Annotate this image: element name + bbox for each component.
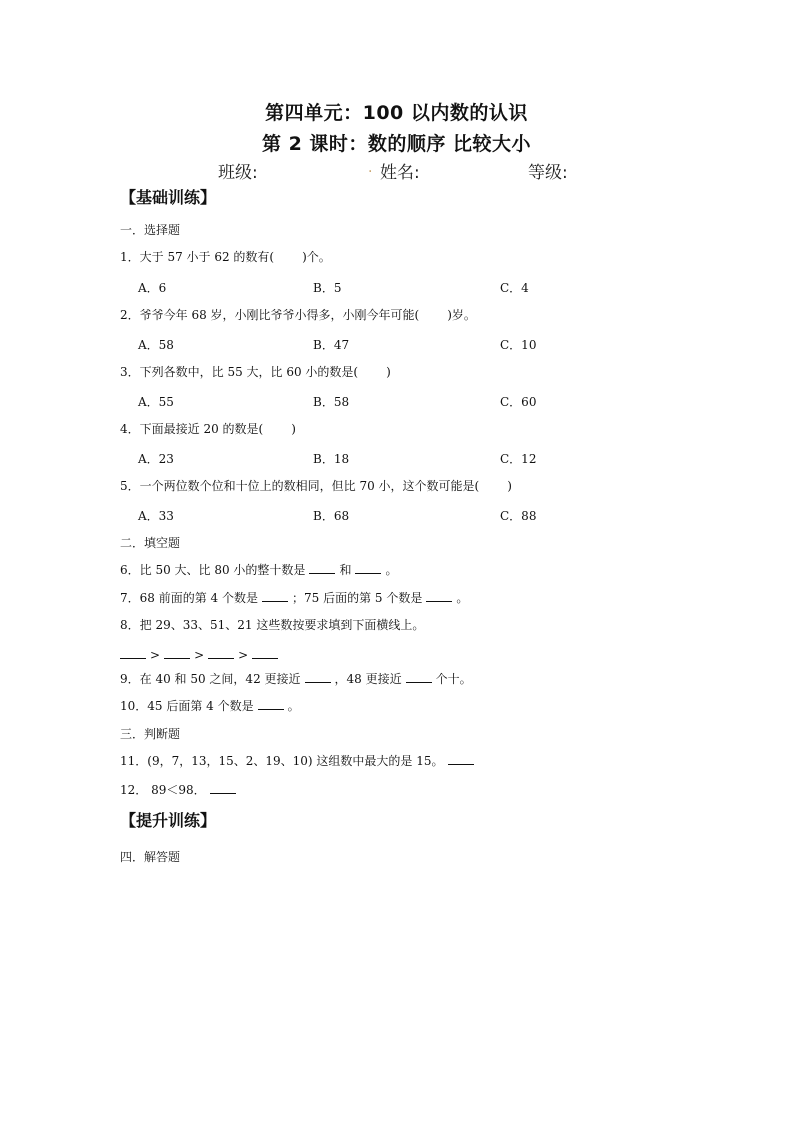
answer-blank[interactable]: [355, 561, 381, 574]
question-5-suffix: ): [507, 479, 512, 493]
q3-option-a: A．55: [138, 395, 174, 409]
q2-option-c: C．10: [500, 338, 537, 352]
part-fill-heading: 二．填空题: [120, 536, 181, 550]
greater-than: >: [150, 648, 161, 662]
q4-option-b: B．18: [313, 452, 350, 466]
question-12-text: 12． 89＜98．: [120, 783, 206, 797]
section-basic-training: 【基础训练】: [120, 188, 217, 207]
question-8: 8．把 29、33、51、21 这些数按要求填到下面横线上。: [120, 618, 425, 632]
part-judge-heading: 三．判断题: [120, 727, 181, 741]
name-label: 姓名:: [380, 163, 420, 183]
answer-blank[interactable]: [208, 646, 234, 659]
question-7-mid: ；75 后面的第 5 个数是: [291, 591, 423, 605]
dot-mark: .: [368, 160, 373, 176]
answer-blank[interactable]: [120, 646, 146, 659]
q5-option-a: A．33: [138, 509, 174, 523]
question-1: [120, 248, 331, 265]
question-4-suffix: ): [291, 422, 296, 436]
q2-option-b: B．47: [313, 338, 350, 352]
greater-than: >: [194, 648, 205, 662]
question-3-suffix: ): [386, 365, 391, 379]
section-advanced-training: 【提升训练】: [120, 811, 217, 830]
question-5: [120, 477, 512, 494]
lesson-title: 第 2 课时：数的顺序 比较大小: [261, 133, 532, 155]
question-6-mid: 和: [339, 563, 352, 577]
answer-blank[interactable]: [258, 697, 284, 710]
grade-label: 等级:: [528, 163, 568, 183]
q1-option-b: B．5: [313, 281, 342, 295]
question-7-end: 。: [456, 591, 469, 605]
question-2-suffix: )岁。: [447, 308, 476, 322]
question-9-mid: ，48 更接近: [334, 672, 402, 686]
question-10-end: 。: [287, 699, 300, 713]
answer-blank[interactable]: [406, 670, 432, 683]
q4-option-c: C．12: [500, 452, 537, 466]
answer-blank[interactable]: [262, 589, 288, 602]
question-4: [120, 420, 296, 437]
q3-option-b: B．58: [313, 395, 350, 409]
unit-title: 第四单元：100 以内数的认识: [265, 102, 528, 124]
student-info-row: [0, 158, 793, 182]
answer-blank[interactable]: [164, 646, 190, 659]
question-2: [120, 306, 476, 323]
q5-option-b: B．68: [313, 509, 350, 523]
question-4-text: 4．下面最接近 20 的数是(: [120, 422, 264, 436]
answer-blank[interactable]: [426, 589, 452, 602]
class-label: 班级:: [218, 163, 258, 183]
q2-option-a: A．58: [138, 338, 174, 352]
q5-option-c: C．88: [500, 509, 537, 523]
question-9-end: 个十。: [435, 672, 472, 686]
question-11: [120, 752, 478, 769]
question-3-text: 3．下列各数中，比 55 大，比 60 小的数是(: [120, 365, 359, 379]
q4-option-a: A．23: [138, 452, 174, 466]
question-9: [120, 670, 472, 687]
q3-option-c: C．60: [500, 395, 537, 409]
question-8-blanks: [120, 646, 282, 662]
greater-than: >: [238, 648, 249, 662]
part-choice-heading: 一．选择题: [120, 223, 181, 237]
q1-option-c: C．4: [500, 281, 529, 295]
answer-blank[interactable]: [305, 670, 331, 683]
question-2-text: 2．爷爷今年 68 岁，小刚比爷爷小得多，小刚今年可能(: [120, 308, 420, 322]
question-10: [120, 697, 300, 714]
question-5-text: 5．一个两位数个位和十位上的数相同，但比 70 小，这个数可能是(: [120, 479, 480, 493]
part-answer-heading: 四．解答题: [120, 850, 181, 864]
question-1-text: 1．大于 57 小于 62 的数有(: [120, 250, 275, 264]
question-12: [120, 781, 240, 798]
question-7-text: 7．68 前面的第 4 个数是: [120, 591, 258, 605]
question-10-text: 10．45 后面第 4 个数是: [120, 699, 254, 713]
q1-option-a: A．6: [138, 281, 167, 295]
question-6-text: 6．比 50 大、比 80 小的整十数是: [120, 563, 306, 577]
answer-blank[interactable]: [309, 561, 335, 574]
question-6-end: 。: [385, 563, 398, 577]
question-3: [120, 363, 391, 380]
question-1-suffix: )个。: [302, 250, 331, 264]
question-11-text: 11．(9，7，13，15、2、19、10) 这组数中最大的是 15。: [120, 754, 444, 768]
question-9-text: 9．在 40 和 50 之间，42 更接近: [120, 672, 301, 686]
answer-blank[interactable]: [252, 646, 278, 659]
question-6: [120, 561, 397, 578]
answer-blank[interactable]: [210, 781, 236, 794]
question-7: [120, 589, 468, 606]
answer-blank[interactable]: [448, 752, 474, 765]
